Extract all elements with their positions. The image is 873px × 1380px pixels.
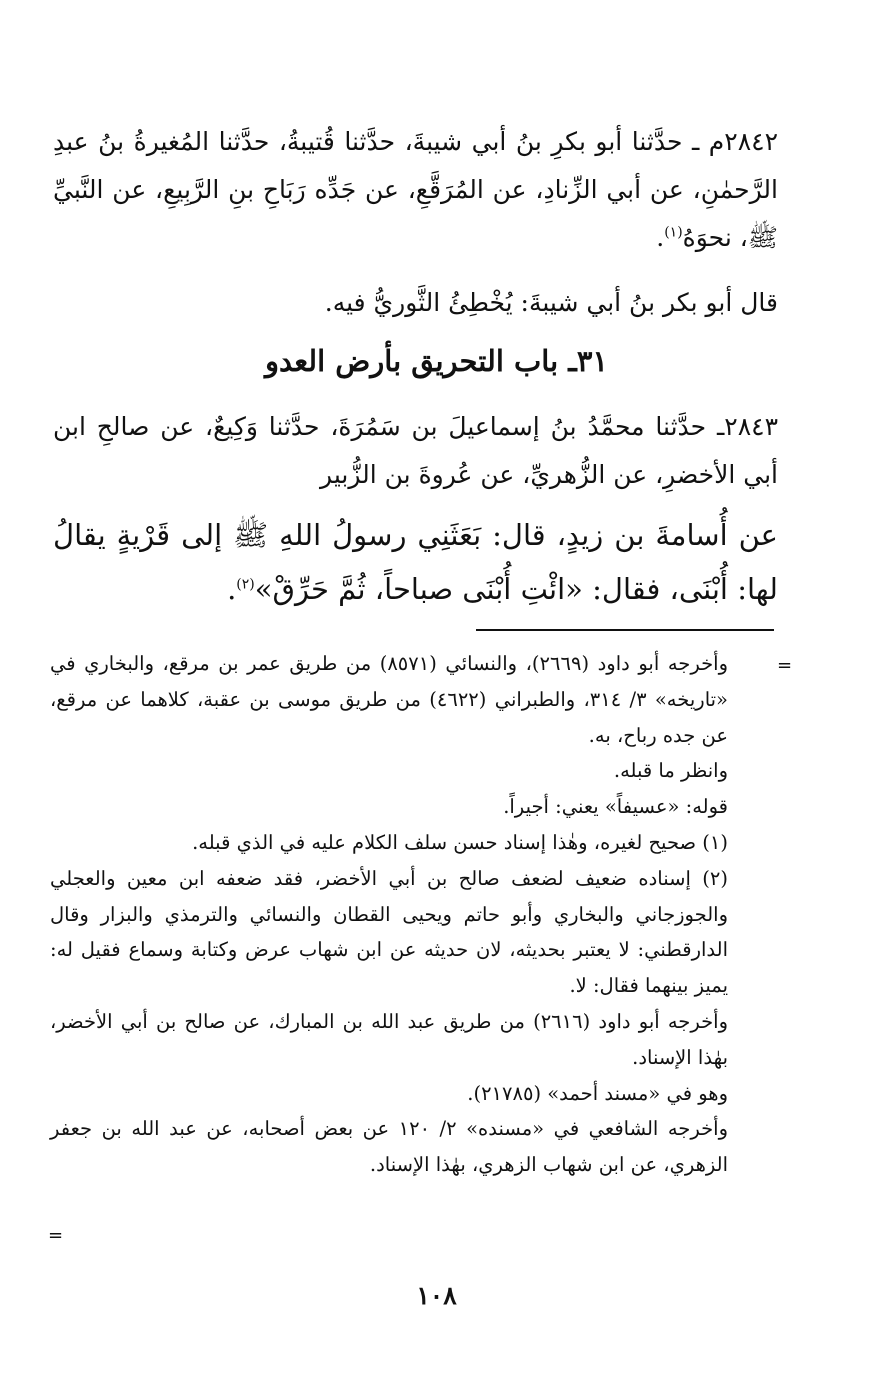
hadith-2843-matn: [53, 508, 778, 616]
footnote-ref-1[interactable]: (١): [664, 224, 683, 241]
chapter-heading: ٣١ـ باب التحريق بأرض العدو: [265, 344, 608, 378]
continuation-mark-top: =: [777, 655, 793, 676]
footnote-carry-over: وأخرجه أبو داود (٢٦٦٩)، والنسائي (٨٥٧١) من طريق عمر بن مرقع، والبخاري في «تاريخه» ٣/ ٣١٤، والطبراني (٤٦٢٢) من طريق موسى بن عقبة، كلاهما عن مرقع، عن جده رباح، به.: [50, 652, 728, 747]
abu-bakr-remark: قال أبو بكر بنُ أبي شيبةَ: يُخْطِئُ الثَّوريُّ فيه.: [324, 288, 778, 317]
continuation-mark-bottom: =: [48, 1225, 64, 1246]
hadith-2843-isnad: ٢٨٤٣ـ حدَّثنا محمَّدُ بنُ إسماعيلَ بن سَمُرَةَ، حدَّثنا وَكِيعٌ، عن صالحِ ابن أبي الأخضرِ، عن الزُّهريِّ، عن عُروةَ بن الزُّبير: [53, 412, 778, 489]
page-number: ١٠٨: [416, 1281, 457, 1310]
hadith-2842m-text: ٢٨٤٢م ـ حدَّثنا أبو بكرِ بنُ أبي شيبةَ، حدَّثنا قُتيبةُ، حدَّثنا المُغيرةُ بنُ عبدِ الرَّحمٰنِ، عن أبي الزِّنادِ، عن المُرَقَّعِ، عن جَدِّه رَبَاحِ بنِ الرَّبِيعِ، عن النَّبيِّ ﷺ، نحوَهُ: [53, 127, 778, 252]
footnote-shafii: وأخرجه الشافعي في «مسنده» ٢/ ١٢٠ عن بعض أصحابه، عن عبد الله بن جعفر الزهري، عن ابن شهاب الزهري، بهٰذا الإسناد.: [50, 1117, 728, 1177]
footnote-abu-dawud: وأخرجه أبو داود (٢٦١٦) من طريق عبد الله بن المبارك، عن صالح بن أبي الأخضر، بهٰذا الإسناد.: [50, 1009, 728, 1069]
footnote-1: (١) صحيح لغيره، وهٰذا إسناد حسن سلف الكلام عليه في الذي قبله.: [192, 830, 728, 854]
hadith-2843-matn-text: عن أُسامةَ بن زيدٍ، قال: بَعَثَنِي رسولُ اللهِ ﷺ إلى قَرْيةٍ يقالُ لها: أُبْنَى، فقال: «ائْتِ أُبْنَى صباحاً، ثُمَّ حَرِّقْ»: [53, 518, 778, 606]
footnote-see-before: وانظر ما قبله.: [613, 759, 728, 783]
hadith-2842m: [53, 118, 778, 262]
footnote-musnad: وهو في «مسند أحمد» (٢١٧٨٥).: [467, 1081, 728, 1105]
footnote-word-note: قوله: «عسيفاً» يعني: أجيراً.: [503, 795, 728, 819]
footnote-2: (٢) إسناده ضعيف لضعف صالح بن أبي الأخضر، فقد ضعفه ابن معين والعجلي والجوزجاني والبخاري وأبو حاتم ويحيى القطان والنسائي والترمذي والبزار وقال الدارقطني: لا يعتبر بحديثه، لان حديثه عن ابن شهاب عرض وكتابة وسماع فقيل له: يميز بينهما فقال: لا.: [50, 866, 728, 998]
hadith-2843-end: .: [227, 572, 237, 606]
hadith-2842m-end: .: [656, 223, 665, 252]
footnote-divider: [476, 629, 774, 631]
footnote-ref-2[interactable]: (٢): [236, 576, 255, 593]
footnotes: [50, 646, 778, 1183]
